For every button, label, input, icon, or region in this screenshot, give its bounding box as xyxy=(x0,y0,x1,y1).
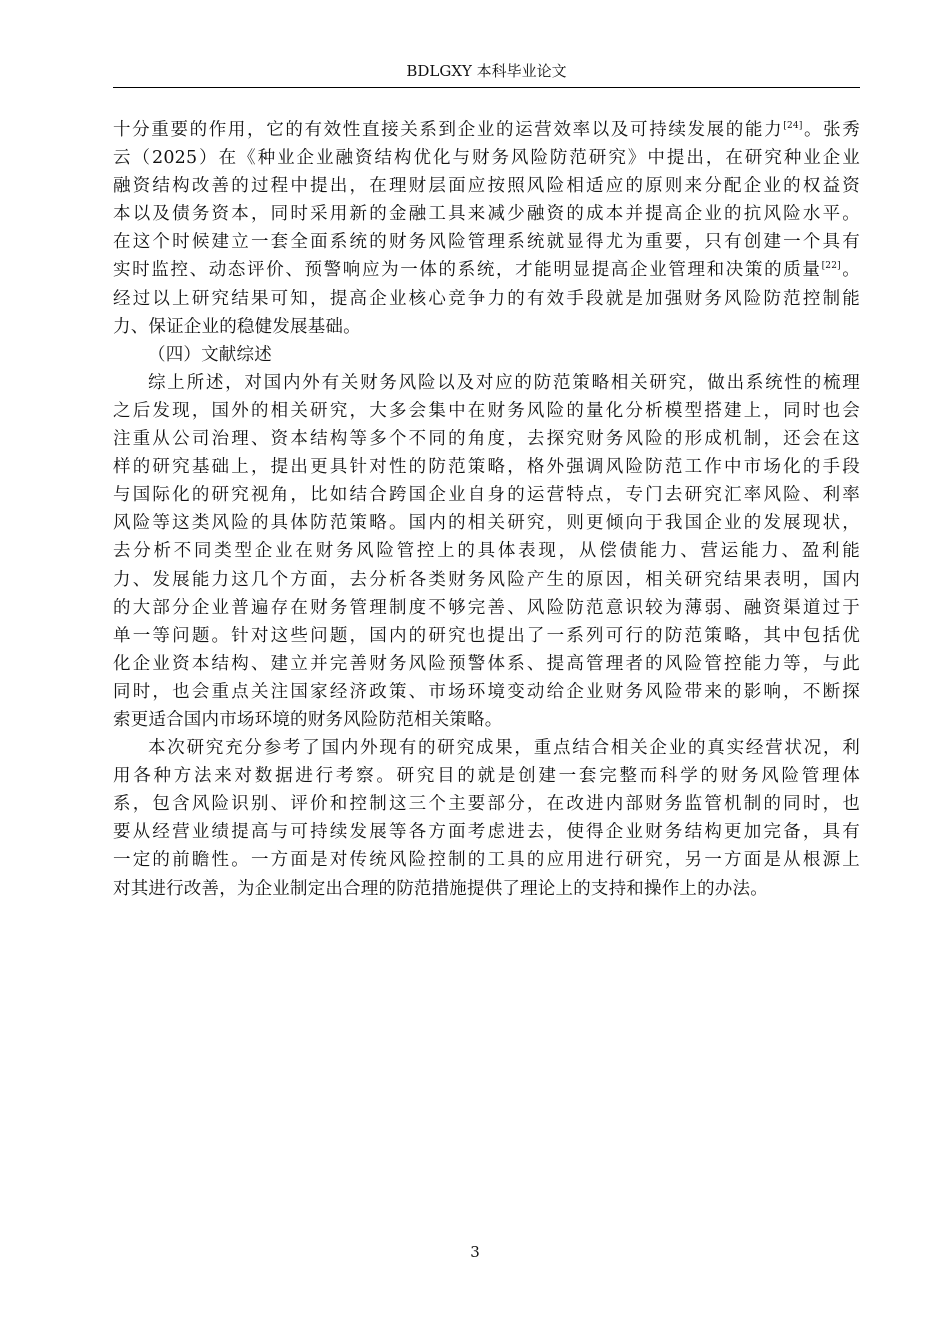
text-line: 系，包含风险识别、评价和控制这三个主要部分，在改进内部财务监管机制的同时，也 xyxy=(113,794,860,815)
paragraph-continued xyxy=(113,116,860,341)
citation-22: [22] xyxy=(821,261,841,272)
text-line: 用各种方法来对数据进行考察。研究目的就是创建一套完整而科学的财务风险管理体 xyxy=(113,766,860,787)
text-line: 去分析不同类型企业在财务风险管控上的具体表现，从偿债能力、营运能力、盈利能 xyxy=(113,541,860,562)
header-rule xyxy=(113,87,860,88)
text-line: 风险等这类风险的具体防范策略。国内的相关研究，则更倾向于我国企业的发展现状， xyxy=(113,513,860,534)
paragraph-study xyxy=(113,734,860,903)
text-line: 十分重要的作用，它的有效性直接关系到企业的运营效率以及可持续发展的能力[24]。张秀 xyxy=(113,120,860,140)
text-line: 力、保证企业的稳健发展基础。 xyxy=(113,316,361,337)
text-line: 本次研究充分参考了国内外现有的研究成果，重点结合相关企业的真实经营状况，利 xyxy=(148,738,860,759)
text-line: 同时，也会重点关注国家经济政策、市场环境变动给企业财务风险带来的影响，不断探 xyxy=(113,681,860,702)
text-line: 要从经营业绩提高与可持续发展等各方面考虑进去，使得企业财务结构更加完备，具有 xyxy=(113,822,860,843)
page-number: 3 xyxy=(470,1243,480,1261)
paragraph-review xyxy=(113,369,860,734)
citation-24: [24] xyxy=(783,121,803,132)
text-line: 在这个时候建立一套全面系统的财务风险管理系统就显得尤为重要，只有创建一个具有 xyxy=(113,232,860,253)
text-line: 对其进行改善，为企业制定出合理的防范措施提供了理论上的支持和操作上的办法。 xyxy=(113,878,768,899)
text-line: 样的研究基础上，提出更具针对性的防范策略，格外强调风险防范工作中市场化的手段 xyxy=(113,457,860,478)
section-heading: （四）文献综述 xyxy=(148,344,272,365)
text-line: 与国际化的研究视角，比如结合跨国企业自身的运营特点，专门去研究汇率风险、利率 xyxy=(113,485,860,506)
body-text xyxy=(113,116,860,903)
text-line: 经过以上研究结果可知，提高企业核心竞争力的有效手段就是加强财务风险防范控制能 xyxy=(113,288,860,309)
text-line: 的大部分企业普遍存在财务管理制度不够完善、风险防范意识较为薄弱、融资渠道过于 xyxy=(113,597,860,618)
text-line: 之后发现，国外的相关研究，大多会集中在财务风险的量化分析模型搭建上，同时也会 xyxy=(113,400,860,421)
text-line: 化企业资本结构、建立并完善财务风险预警体系、提高管理者的风险管控能力等，与此 xyxy=(113,653,860,674)
text-line: 注重从公司治理、资本结构等多个不同的角度，去探究财务风险的形成机制，还会在这 xyxy=(113,429,860,450)
text-line: 实时监控、动态评价、预警响应为一体的系统，才能明显提高企业管理和决策的质量[22]。 xyxy=(113,260,860,281)
text-line: 融资结构改善的过程中提出，在理财层面应按照风险相适应的原则来分配企业的权益资 xyxy=(113,176,860,197)
text-line: 云（2025）在《种业企业融资结构优化与财务风险防范研究》中提出，在研究种业企业 xyxy=(113,148,860,169)
text-line: 本以及债务资本，同时采用新的金融工具来减少融资的成本并提高企业的抗风险水平。 xyxy=(113,204,860,225)
text-line: 单一等问题。针对这些问题，国内的研究也提出了一系列可行的防范策略，其中包括优 xyxy=(113,625,860,646)
text-line: 一定的前瞻性。一方面是对传统风险控制的工具的应用进行研究，另一方面是从根源上 xyxy=(113,850,860,871)
text-line: 索更适合国内市场环境的财务风险防范相关策略。 xyxy=(113,709,503,730)
running-header: BDLGXY 本科毕业论文 xyxy=(406,62,567,80)
text-line: 力、发展能力这几个方面，去分析各类财务风险产生的原因，相关研究结果表明，国内 xyxy=(113,569,860,590)
text-line: 综上所述，对国内外有关财务风险以及对应的防范策略相关研究，做出系统性的梳理 xyxy=(148,372,860,393)
